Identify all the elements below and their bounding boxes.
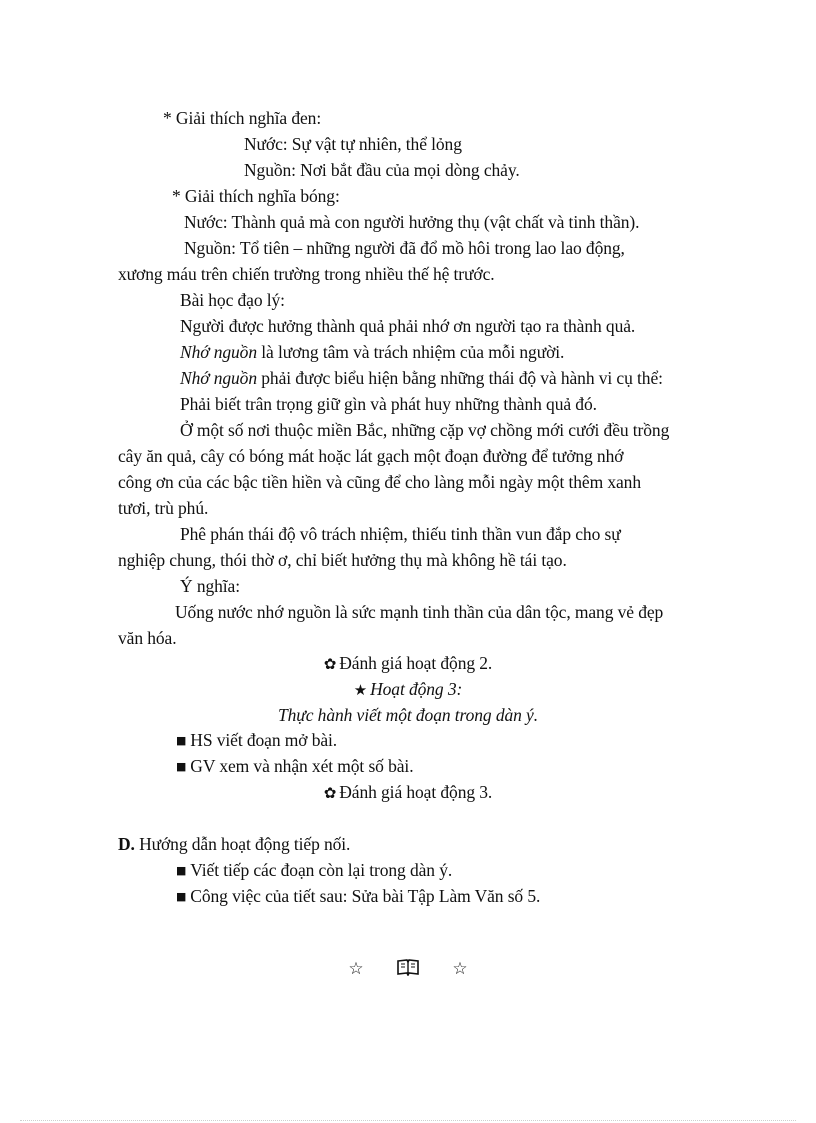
activity-3-heading (0, 678, 816, 701)
activity-label: Hoạt động 3: (370, 679, 463, 699)
section-title: Hướng dẫn hoạt động tiếp nối. (134, 834, 351, 854)
text-span: là lương tâm và trách nhiệm của mỗi người. (257, 342, 565, 362)
list-item-label: HS viết đoạn mở bài. (190, 730, 338, 750)
text-line: Phê phán thái độ vô trách nhiệm, thiếu tinh thần vun đắp cho sự (180, 524, 621, 544)
text-line: Nguồn: Nơi bắt đầu của mọi dòng chảy. (244, 160, 520, 180)
list-item-label: Công việc của tiết sau: Sửa bài Tập Làm Văn số 5. (190, 886, 541, 906)
footer-ornament (0, 958, 816, 979)
star-outline-icon: ☆ (348, 959, 364, 979)
text-line: xương máu trên chiến trường trong nhiều thế hệ trước. (118, 264, 495, 284)
gear-flower-icon: ✿ (323, 655, 337, 673)
square-bullet-icon: ■ (176, 864, 187, 877)
star-outline-icon: ☆ (452, 959, 468, 979)
evaluate-activity-2 (0, 652, 816, 675)
heading-moral-lesson: Bài học đạo lý: (180, 290, 285, 310)
text-line: văn hóa. (118, 628, 177, 648)
text-line: công ơn của các bậc tiền hiền và cũng để cho làng mỗi ngày một thêm xanh (118, 472, 641, 492)
text-line: nghiệp chung, thói thờ ơ, chỉ biết hưởng thụ mà không hề tái tạo. (118, 550, 567, 570)
evaluate-label: Đánh giá hoạt động 2. (339, 653, 493, 673)
page-bottom-rule (20, 1120, 796, 1121)
book-icon (397, 958, 419, 979)
text-line: Nước: Sự vật tự nhiên, thể lỏng (244, 134, 462, 154)
text-line: Nước: Thành quả mà con người hưởng thụ (vật chất và tinh thần). (184, 212, 640, 232)
text-line: Ở một số nơi thuộc miền Bắc, những cặp vợ chồng mới cưới đều trồng (180, 420, 670, 440)
list-item (176, 755, 413, 780)
list-item-label: GV xem và nhận xét một số bài. (190, 756, 414, 776)
text-line: Người được hưởng thành quả phải nhớ ơn người tạo ra thành quả. (180, 316, 636, 336)
star-icon: ★ (353, 681, 368, 699)
text-line: tươi, trù phú. (118, 498, 209, 518)
list-item (176, 859, 452, 884)
section-d-heading (118, 833, 350, 855)
heading-literal-meaning: * Giải thích nghĩa đen: (163, 108, 322, 128)
text-line (180, 341, 564, 363)
list-item (176, 885, 540, 910)
square-bullet-icon: ■ (176, 734, 187, 747)
text-span: phải được biểu hiện bằng những thái độ và hành vi cụ thể: (257, 368, 663, 388)
heading-significance: Ý nghĩa: (180, 576, 240, 596)
gear-flower-icon: ✿ (323, 784, 337, 802)
text-line: Nguồn: Tổ tiên – những người đã đổ mồ hôi trong lao lao động, (184, 238, 625, 258)
square-bullet-icon: ■ (176, 760, 187, 773)
text-line: Phải biết trân trọng giữ gìn và phát huy những thành quả đó. (180, 394, 597, 414)
square-bullet-icon: ■ (176, 890, 187, 903)
activity-3-description: Thực hành viết một đoạn trong dàn ý. (278, 705, 538, 725)
text-line (180, 367, 663, 389)
list-item (176, 729, 337, 754)
list-item-label: Viết tiếp các đoạn còn lại trong dàn ý. (190, 860, 453, 880)
section-letter: D. (118, 834, 135, 854)
text-line: Uống nước nhớ nguồn là sức mạnh tinh thần của dân tộc, mang vẻ đẹp (175, 602, 664, 622)
italic-phrase: Nhớ nguồn (180, 342, 257, 362)
text-line: cây ăn quả, cây có bóng mát hoặc lát gạch một đoạn đường để tưởng nhớ (118, 446, 624, 466)
evaluate-label: Đánh giá hoạt động 3. (339, 782, 493, 802)
italic-phrase: Nhớ nguồn (180, 368, 257, 388)
evaluate-activity-3 (0, 781, 816, 804)
heading-figurative-meaning: * Giải thích nghĩa bóng: (172, 186, 340, 206)
